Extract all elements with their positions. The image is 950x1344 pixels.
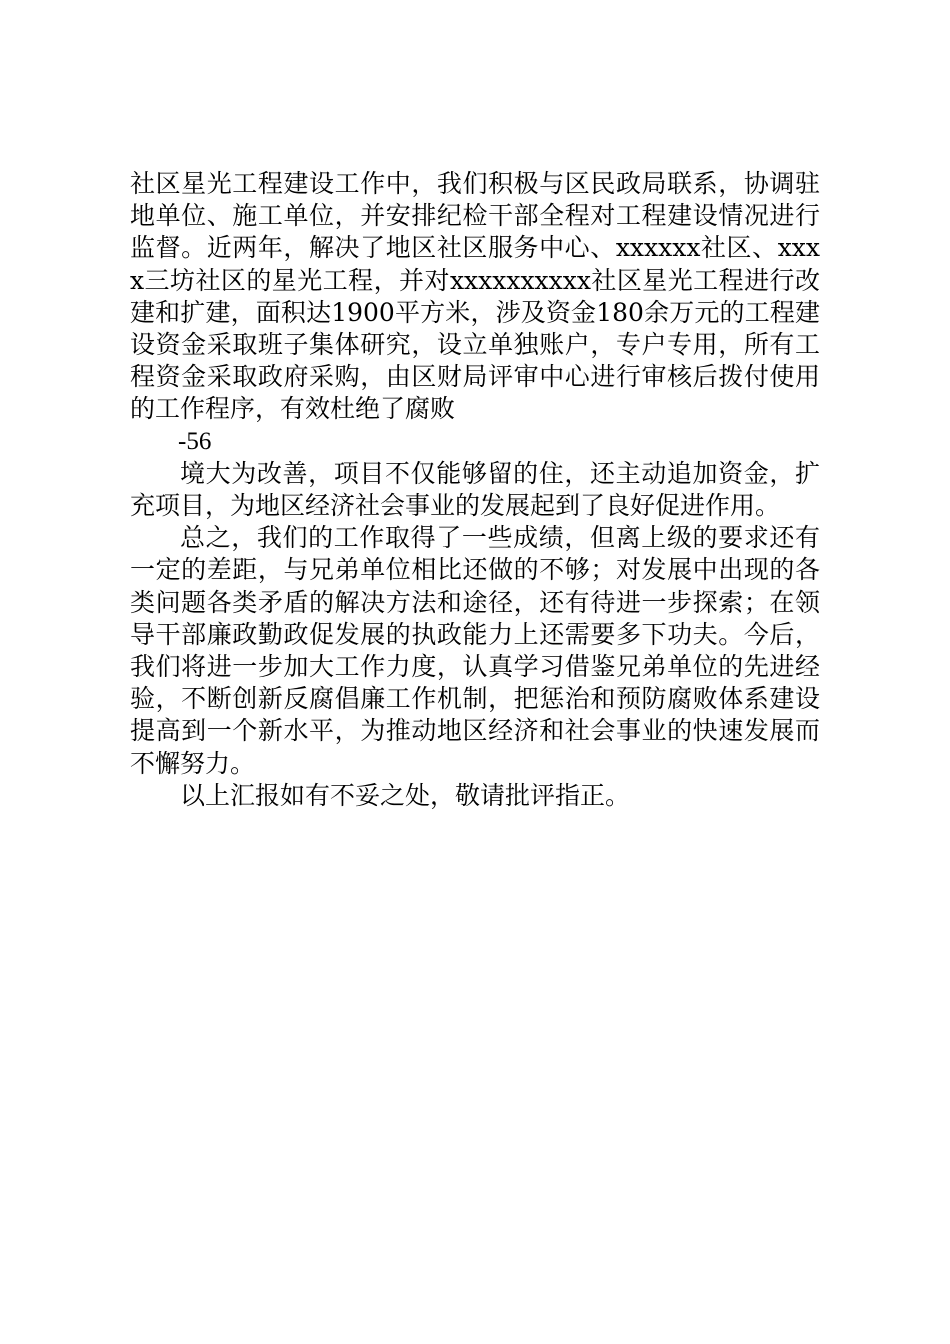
paragraph-environment: 境大为改善，项目不仅能够留的住，还主动追加资金，扩充项目，为地区经济社会事业的发展起到了良好促进作用。 [130, 458, 820, 521]
document-body [130, 168, 820, 812]
page-number: -56 [178, 427, 212, 455]
paragraph-closing: 以上汇报如有不妥之处，敬请批评指正。 [180, 780, 631, 810]
paragraph-star-project: 社区星光工程建设工作中，我们积极与区民政局联系，协调驻地单位、施工单位，并安排纪检干部全程对工程建设情况进行监督。近两年，解决了地区社区服务中心、xxxxxx社区、xxxx三坊社区的星光工程，并对xxxxxxxxxx社区星光工程进行改建和扩建，面积达1900平方米，涉及资金180余万元的工程建设资金采取班子集体研究，设立单独账户，专户专用，所有工程资金采取政府采购，由区财局评审中心进行审核后拨付使用的工作程序，有效杜绝了腐败 [130, 169, 820, 424]
paragraph-summary: 总之，我们的工作取得了一些成绩，但离上级的要求还有一定的差距，与兄弟单位相比还做的不够；对发展中出现的各类问题各类矛盾的解决方法和途径，还有待进一步探索；在领导干部廉政勤政促发展的执政能力上还需要多下功夫。今后，我们将进一步加大工作力度，认真学习借鉴兄弟单位的先进经验，不断创新反腐倡廉工作机制，把惩治和预防腐败体系建设提高到一个新水平，为推动地区经济和社会事业的快速发展而不懈努力。 [130, 523, 820, 778]
